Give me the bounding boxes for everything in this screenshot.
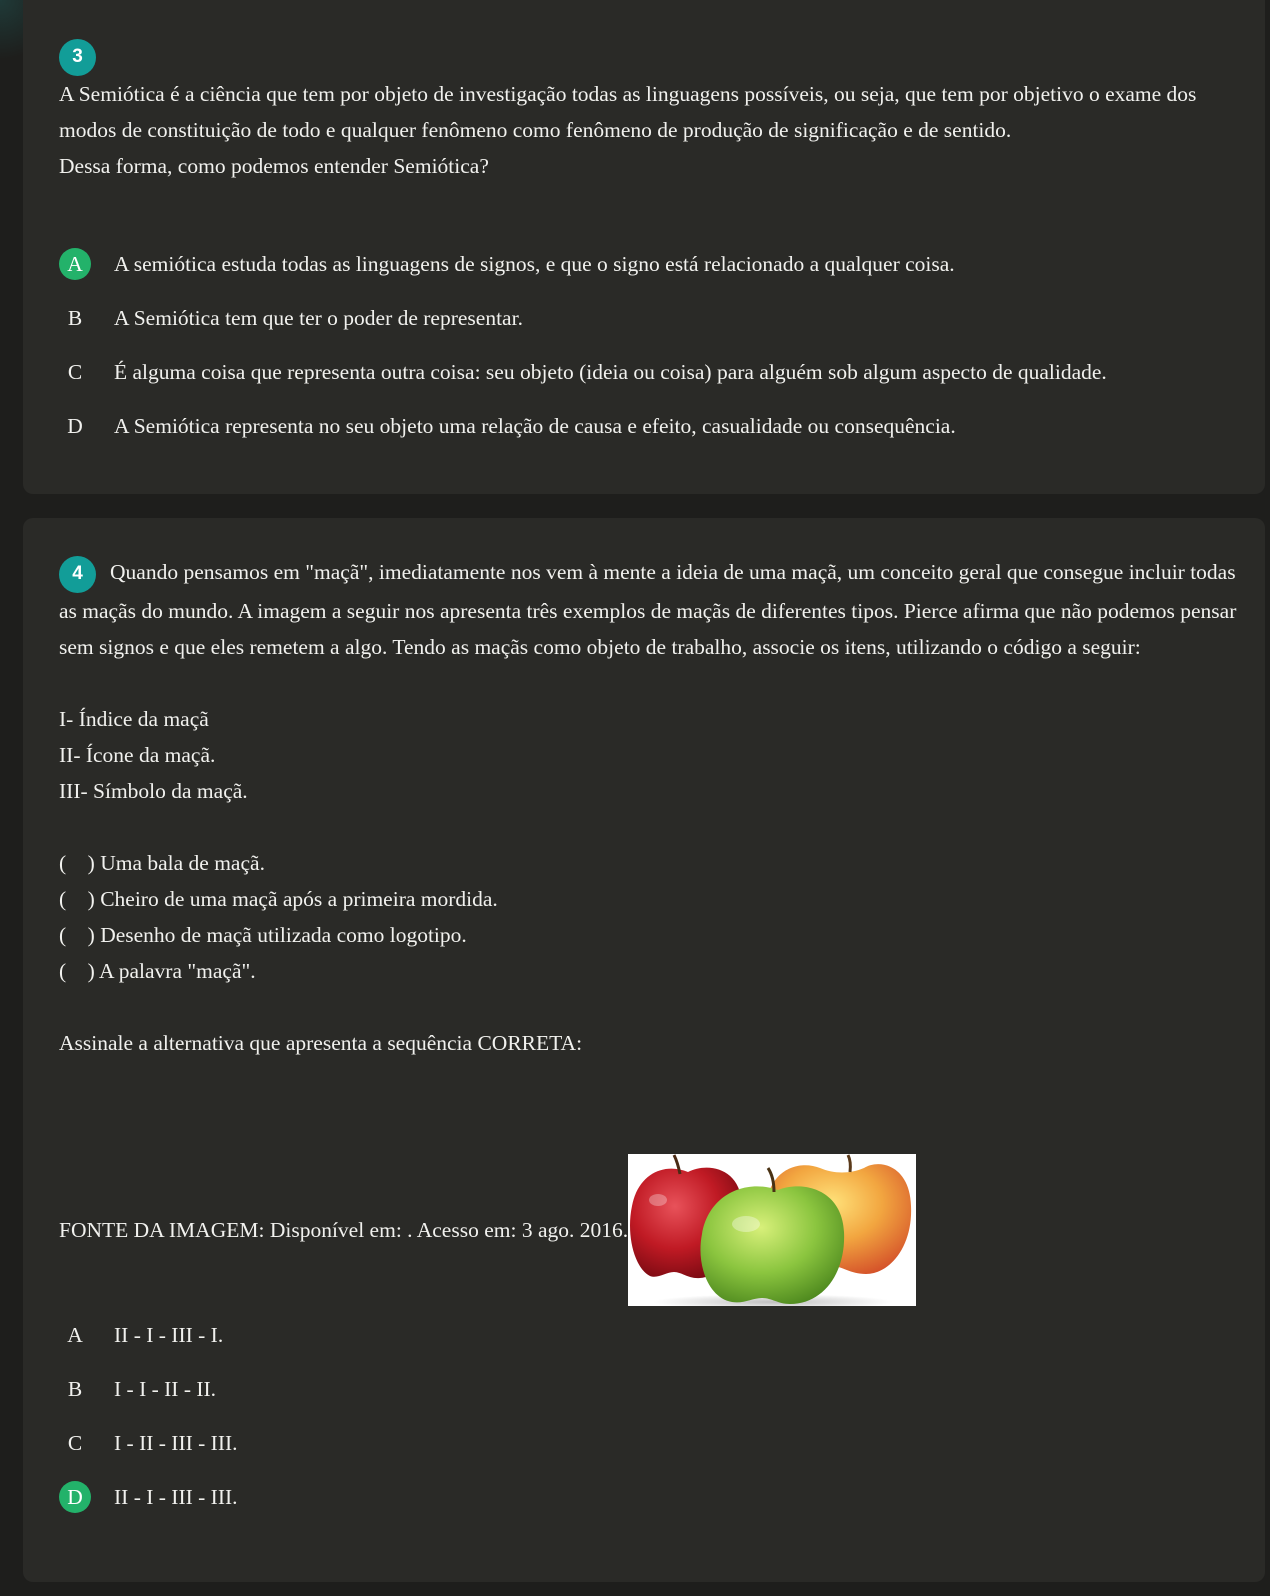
question-number-badge: 4 [59, 556, 96, 593]
option-text-a: A semiótica estuda todas as linguagens de signos, e que o signo está relacionado a qualquer coisa. [114, 251, 955, 276]
option-a[interactable] [59, 1308, 1249, 1362]
question-4-intro: Quando pensamos em "maçã", imediatamente nos vem à mente a ideia de uma maçã, um conceito geral que consegue incluir todas as maçãs do mundo. A imagem a seguir nos apresenta três exemplos de maçãs de diferentes tipos. Pierce afirma que não podemos pensar sem signos e que eles remetem a algo. Tendo as maçãs como objeto de trabalho, associe os itens, utilizando o código a seguir: [59, 560, 1237, 659]
code-item: II- Ícone da maçã. [59, 742, 216, 767]
question-number-badge: 3 [59, 39, 96, 76]
association-item: ( ) Cheiro de uma maçã após a primeira mordida. [59, 886, 498, 911]
question-4-options [59, 1308, 1249, 1524]
option-text-a: II - I - III - I. [114, 1322, 224, 1347]
apples-image [628, 1154, 916, 1306]
option-letter-d: D [67, 413, 83, 438]
option-d[interactable] [59, 399, 1249, 453]
association-item: ( ) A palavra "maçã". [59, 958, 256, 983]
question-card-4 [23, 518, 1265, 1582]
option-c[interactable] [59, 1416, 1249, 1470]
option-text-b: A Semiótica tem que ter o poder de representar. [114, 305, 523, 330]
option-letter-a: A [59, 248, 91, 280]
option-text-b: I - I - II - II. [114, 1376, 217, 1401]
option-text-d: II - I - III - III. [114, 1484, 238, 1509]
question-3-prompt: Dessa forma, como podemos entender Semiótica? [59, 153, 489, 178]
option-letter-d: D [59, 1481, 91, 1513]
option-text-d: A Semiótica representa no seu objeto uma relação de causa e efeito, casualidade ou consequência. [114, 413, 956, 438]
code-item: I- Índice da maçã [59, 706, 209, 731]
option-letter-c: C [67, 1430, 83, 1455]
option-b[interactable] [59, 1362, 1249, 1416]
option-b[interactable] [59, 291, 1249, 345]
association-item: ( ) Uma bala de maçã. [59, 850, 265, 875]
option-d[interactable] [59, 1470, 1249, 1524]
option-letter-b: B [67, 305, 83, 330]
question-4-text [59, 554, 1249, 1061]
code-item: III- Símbolo da maçã. [59, 778, 248, 803]
association-item: ( ) Desenho de maçã utilizada como logotipo. [59, 922, 467, 947]
option-a[interactable] [59, 237, 1249, 291]
image-source-text: FONTE DA IMAGEM: Disponível em: . Acesso em: 3 ago. 2016. [59, 1217, 629, 1242]
option-text-c: É alguma coisa que representa outra coisa: seu objeto (ideia ou coisa) para alguém sob algum aspecto de qualidade. [114, 359, 1107, 384]
question-3-text [59, 37, 1249, 184]
option-c[interactable] [59, 345, 1249, 399]
image-source-row [59, 1154, 916, 1306]
question-3-paragraph-1: A Semiótica é a ciência que tem por objeto de investigação todas as linguagens possíveis, ou seja, que tem por objetivo o exame dos modos de constituição de todo e qualquer fenômeno como fenômeno de produção de significação e de sentido. [59, 81, 1197, 142]
option-letter-b: B [67, 1376, 83, 1401]
option-letter-c: C [67, 359, 83, 384]
question-4-intro-paragraph [59, 554, 1249, 665]
question-3-options [59, 237, 1249, 453]
question-card-3 [23, 0, 1265, 494]
option-text-c: I - II - III - III. [114, 1430, 238, 1455]
question-4-instruction: Assinale a alternativa que apresenta a sequência CORRETA: [59, 1030, 583, 1055]
option-letter-a: A [67, 1322, 83, 1347]
